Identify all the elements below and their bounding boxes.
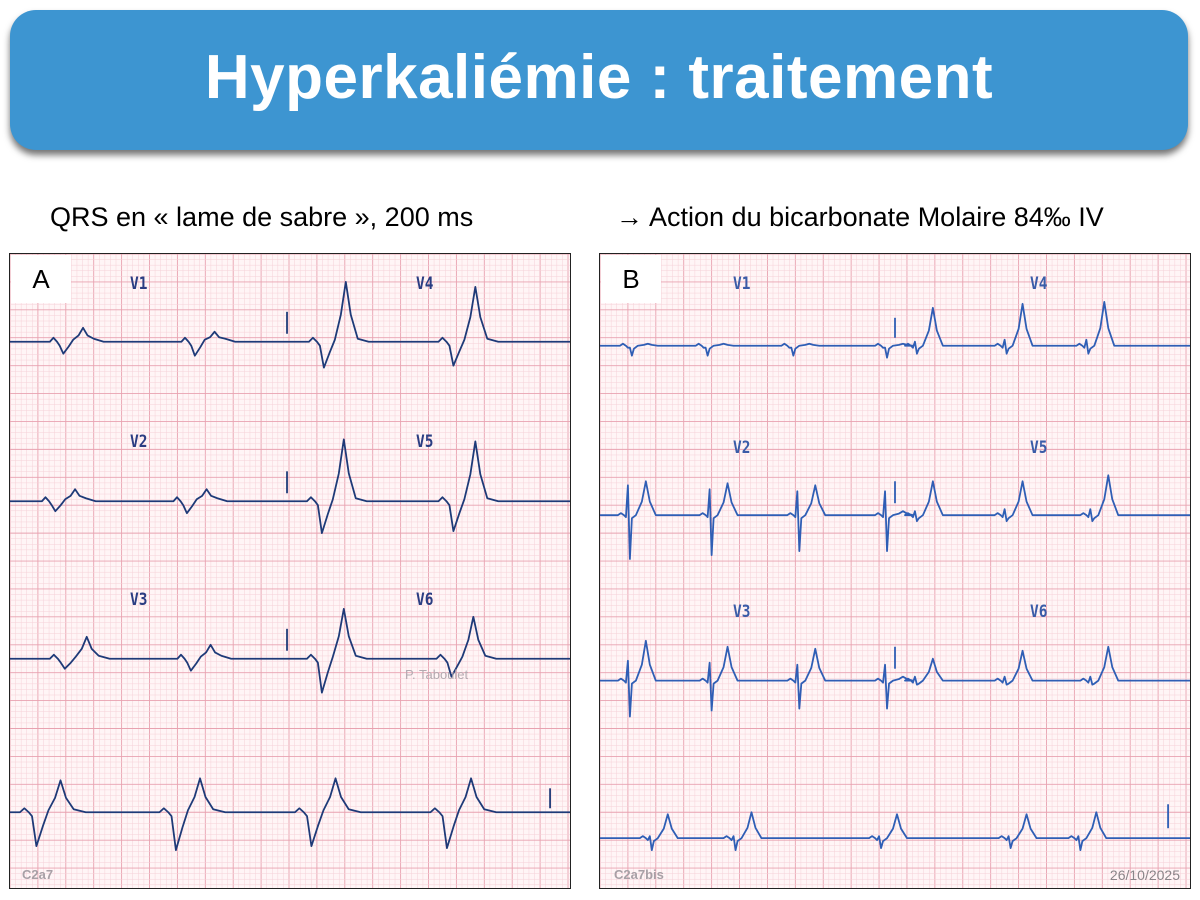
caption-panel-a: QRS en « lame de sabre », 200 ms (50, 202, 474, 232)
lead-label-v2: V2 (130, 432, 148, 452)
ecg-tracing-a (10, 254, 570, 888)
lead-label-v6: V6 (1030, 602, 1048, 622)
lead-label-v4: V4 (1030, 274, 1048, 294)
lead-label-v3: V3 (130, 590, 148, 610)
figure-reference-a: C2a7 (22, 867, 54, 882)
slide-date: 26/10/2025 (1109, 867, 1180, 883)
caption-panel-b: → Action du bicarbonate Molaire 84‰ IV (616, 202, 1104, 232)
ecg-panel-a (9, 253, 571, 889)
author-credit: P. Taboulet (405, 667, 469, 682)
ecg-tracing-b (600, 254, 1190, 888)
panel-letter-a: A (11, 255, 71, 303)
lead-label-v2: V2 (733, 438, 751, 458)
slide-title: Hyperkaliémie : traitement (204, 42, 994, 112)
lead-label-v1: V1 (733, 274, 751, 294)
lead-label-v5: V5 (416, 432, 434, 452)
ecg-panel-b (599, 253, 1191, 889)
lead-label-v3: V3 (733, 602, 751, 622)
figure-reference-b: C2a7bis (614, 867, 664, 882)
lead-label-v5: V5 (1030, 438, 1048, 458)
title-banner (10, 10, 1188, 150)
panel-letter-b: B (601, 255, 661, 303)
lead-label-v4: V4 (416, 274, 434, 294)
lead-label-v1: V1 (130, 274, 148, 294)
lead-label-v6: V6 (416, 590, 434, 610)
